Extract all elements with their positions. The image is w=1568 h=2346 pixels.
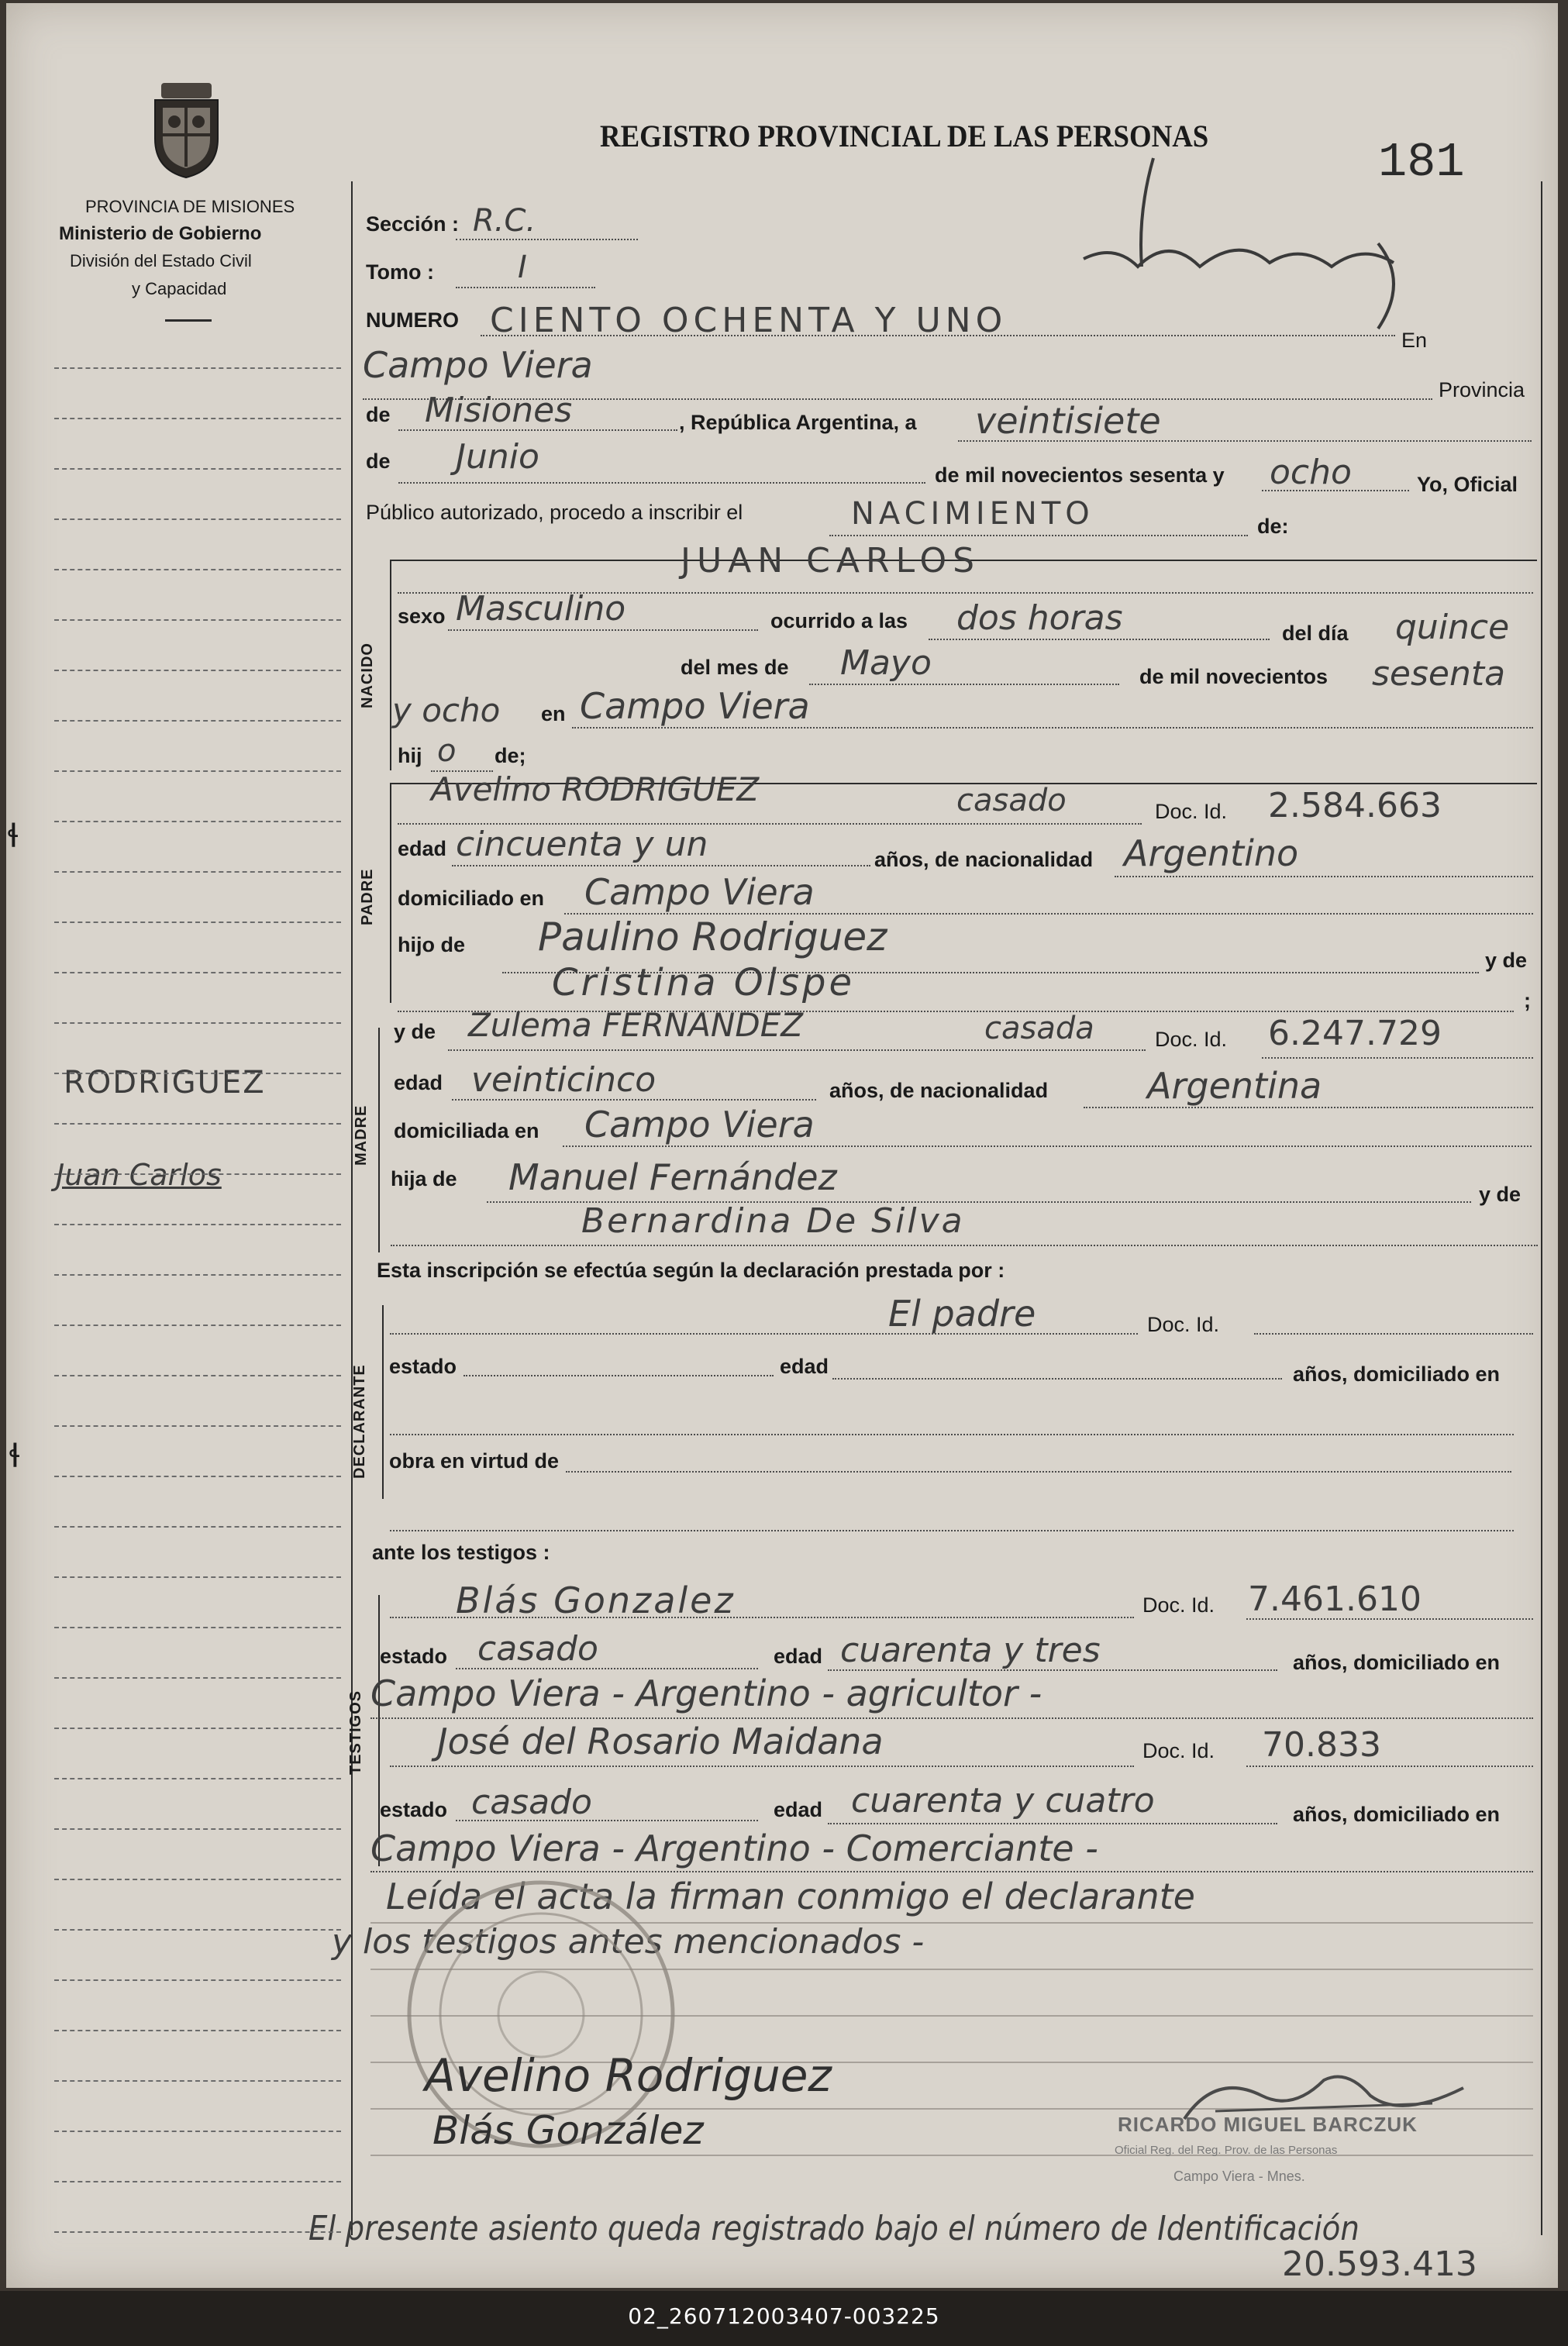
madre-bracket xyxy=(378,1028,380,1252)
side-note-surname: RODRIGUEZ xyxy=(64,1065,266,1101)
nacido-section-label: NACIDO xyxy=(359,642,376,708)
signature-declarante: Avelino Rodriguez xyxy=(425,2049,832,2102)
tomo-line xyxy=(456,287,595,288)
main-frame-right xyxy=(1541,181,1542,2235)
mes-value: Mayo xyxy=(840,643,932,683)
hora-value: dos horas xyxy=(956,598,1123,638)
testigo1-domicilio-value: Campo Viera - Argentino - agricultor - xyxy=(370,1673,1042,1714)
sidebar-rule xyxy=(54,2080,341,2082)
sidebar-rule xyxy=(54,1224,341,1225)
hijo-label-b: de; xyxy=(495,744,526,767)
testigo2-estado-label: estado xyxy=(380,1798,448,1821)
padre-edad-line xyxy=(452,865,870,866)
testigo2-edad-label: edad xyxy=(774,1798,823,1821)
madre-doc-value: 6.247.729 xyxy=(1268,1014,1442,1053)
de-label: de xyxy=(366,403,391,426)
anio-value2: y ocho xyxy=(392,691,501,729)
madre-name-line xyxy=(448,1049,1146,1051)
margin-mark-1: ɬ xyxy=(8,817,19,855)
division-header-line1: División del Estado Civil xyxy=(70,251,252,270)
testigos-intro: ante los testigos : xyxy=(372,1541,550,1564)
declarante-blank-line-1 xyxy=(390,1434,1514,1435)
tomo-value: I xyxy=(518,250,527,285)
testigo1-domicilio-line xyxy=(370,1717,1533,1719)
padre-yde-label: y de xyxy=(1485,949,1528,972)
month-line xyxy=(398,482,925,484)
official-title: Oficial Reg. del Reg. Prov. de las Personas xyxy=(1115,2144,1338,2157)
sidebar-rule xyxy=(54,821,341,822)
declarante-doc-label: Doc. Id. xyxy=(1147,1313,1220,1336)
sidebar-rule xyxy=(54,670,341,671)
madre-domicilio-label: domiciliada en xyxy=(394,1119,539,1142)
declarante-obra-line xyxy=(566,1471,1511,1473)
declarante-bracket xyxy=(382,1305,384,1499)
madre-edad-value: veinticinco xyxy=(471,1060,656,1100)
hijo-label-a: hij xyxy=(398,744,422,767)
sidebar-rule xyxy=(54,2030,341,2031)
declarante-edad-line xyxy=(832,1378,1282,1380)
closing-line2: y los testigos antes mencionados - xyxy=(332,1922,925,1962)
testigo1-estado-line xyxy=(456,1668,758,1669)
mes-label: del mes de xyxy=(681,656,789,679)
seccion-value: R.C. xyxy=(473,203,536,239)
declarante-obra-label: obra en virtud de xyxy=(389,1449,560,1473)
seccion-label: Sección : xyxy=(366,212,460,236)
sidebar-rule xyxy=(54,418,341,419)
sidebar-rule xyxy=(54,518,341,520)
testigo1-doc-value: 7.461.610 xyxy=(1248,1580,1422,1619)
month-value: Junio xyxy=(456,437,539,477)
testigo1-doc-line xyxy=(1246,1618,1533,1620)
coat-of-arms-icon xyxy=(146,77,227,181)
sidebar-rule xyxy=(54,1879,341,1880)
sidebar-rule xyxy=(54,972,341,973)
sidebar-rule xyxy=(54,1375,341,1376)
madre-name-value: Zulema FERNANDEZ xyxy=(468,1006,803,1044)
anio-value1: sesenta xyxy=(1372,654,1506,694)
year-label: de mil novecientos sesenta y xyxy=(935,463,1225,487)
testigo2-doc-value: 70.833 xyxy=(1262,1725,1381,1765)
padre-estado-value: casado xyxy=(956,783,1067,818)
sidebar-rule xyxy=(54,1627,341,1628)
page-number: 181 xyxy=(1378,135,1465,190)
testigo2-domicilio-value: Campo Viera - Argentino - Comerciante - xyxy=(370,1828,1098,1869)
padre-hijo-label: hijo de xyxy=(398,933,465,956)
hijo-value: o xyxy=(437,733,457,769)
madre-domicilio-line xyxy=(563,1145,1532,1147)
madre-section-label: MADRE xyxy=(353,1104,370,1166)
lugar-line xyxy=(572,727,1533,729)
sidebar-rule xyxy=(54,2131,341,2132)
declarante-estado-line xyxy=(464,1375,774,1376)
testigo2-estado-value: casado xyxy=(471,1783,592,1822)
republica-label: , República Argentina, a xyxy=(679,411,917,434)
signature-testigo: Blás González xyxy=(432,2108,704,2153)
padre-name-value: Avelino RODRIGUEZ xyxy=(431,770,760,808)
declarante-doc-line xyxy=(1254,1333,1533,1335)
dia-label: del día xyxy=(1282,622,1349,645)
sidebar-rule xyxy=(54,1022,341,1024)
en-label: En xyxy=(1401,329,1428,352)
sidebar-rule xyxy=(54,1123,341,1125)
testigos-section-label: TESTIGOS xyxy=(347,1690,364,1775)
place-value: Campo Viera xyxy=(363,344,593,386)
testigo1-edad-label: edad xyxy=(774,1645,823,1668)
madre-hija-label: hija de xyxy=(391,1167,457,1190)
sidebar-rule xyxy=(54,367,341,369)
sidebar-rule xyxy=(54,720,341,722)
testigo1-anios-label: años, domiciliado en xyxy=(1293,1651,1501,1674)
sidebar-rule xyxy=(54,1425,341,1427)
testigo1-edad-value: cuarenta y tres xyxy=(840,1631,1101,1670)
madre-nac-value: Argentina xyxy=(1147,1065,1322,1107)
madre-domicilio-value: Campo Viera xyxy=(584,1104,815,1145)
tomo-label: Tomo : xyxy=(366,260,434,284)
testigos-bracket xyxy=(378,1595,380,1866)
sidebar-rule xyxy=(54,1828,341,1830)
testigo2-doc-line xyxy=(1246,1766,1533,1767)
sidebar-rule xyxy=(54,1526,341,1528)
numero-label: NUMERO xyxy=(366,308,459,332)
publico-label: Público autorizado, procedo a inscribir el xyxy=(366,501,743,524)
padre-bracket xyxy=(390,783,391,1003)
de3-label: de: xyxy=(1257,515,1289,538)
declarante-section-label: DECLARANTE xyxy=(351,1364,368,1479)
province-header: PROVINCIA DE MISIONES xyxy=(85,197,295,216)
seccion-line xyxy=(456,239,638,240)
province-value: Misiones xyxy=(425,391,573,430)
madre-edad-label: edad xyxy=(394,1071,443,1094)
official-place: Campo Viera - Mnes. xyxy=(1173,2169,1305,2184)
padre-nac-line xyxy=(1115,876,1533,877)
mes-line xyxy=(809,684,1119,685)
identification-number: 20.593.413 xyxy=(1282,2244,1477,2284)
declarante-intro: Esta inscripción se efectúa según la declaración prestada por : xyxy=(377,1259,1005,1282)
padre-section-label: PADRE xyxy=(359,868,376,925)
sidebar-rule xyxy=(54,871,341,873)
testigo2-name-line xyxy=(390,1766,1134,1767)
numero-value: CIENTO OCHENTA Y UNO xyxy=(490,301,1008,340)
padre-nac-label: años, de nacionalidad xyxy=(874,848,1094,871)
declarante-line xyxy=(390,1333,1138,1335)
document-page xyxy=(6,3,1558,2288)
madre-doc-line xyxy=(1262,1057,1533,1059)
closing-line1: Leída el acta la firman conmigo el declarante xyxy=(386,1876,1195,1917)
sidebar-rule xyxy=(54,1576,341,1578)
official-name: RICARDO MIGUEL BARCZUK xyxy=(1118,2113,1418,2136)
bottom-annotation: El presente asiento queda registrado bajo el número de Identificación xyxy=(308,2209,1360,2248)
padre-doc-value: 2.584.663 xyxy=(1268,786,1442,825)
dia-value: quince xyxy=(1395,608,1510,647)
nacido-bracket xyxy=(390,560,391,770)
sexo-value: Masculino xyxy=(456,589,626,629)
sidebar-rule xyxy=(54,619,341,621)
de2-label: de xyxy=(366,450,391,473)
margin-mark-2: ɬ xyxy=(9,1437,20,1475)
padre-edad-value: cincuenta y un xyxy=(456,825,708,864)
testigo1-estado-value: casado xyxy=(477,1629,598,1669)
sidebar-rule xyxy=(54,569,341,570)
hora-line xyxy=(929,639,1270,640)
madre-nac-line xyxy=(1084,1107,1533,1108)
padre-domicilio-label: domiciliado en xyxy=(398,887,545,910)
anio-label: de mil novecientos xyxy=(1139,665,1328,688)
declarante-anios-label: años, domiciliado en xyxy=(1293,1362,1501,1386)
year-value: ocho xyxy=(1270,453,1352,492)
declarante-blank-line-2 xyxy=(390,1530,1514,1531)
testigo2-edad-value: cuarenta y cuatro xyxy=(851,1781,1155,1821)
madre-mother-line xyxy=(391,1245,1538,1246)
footer-image-code: 02_260712003407-003225 xyxy=(628,2303,940,2329)
padre-semicolon: ; xyxy=(1524,989,1531,1012)
ocurrido-label: ocurrido a las xyxy=(770,609,908,632)
declarante-value: El padre xyxy=(888,1293,1036,1335)
declarante-estado-label: estado xyxy=(389,1355,457,1378)
sexo-label: sexo xyxy=(398,605,446,628)
act-line xyxy=(829,535,1248,536)
sidebar-rule xyxy=(54,1677,341,1679)
padre-domicilio-value: Campo Viera xyxy=(584,871,815,913)
madre-father-value: Manuel Fernández xyxy=(508,1156,837,1198)
sidebar-rule xyxy=(54,922,341,923)
sidebar-rule xyxy=(54,1778,341,1779)
sidebar-rule xyxy=(54,1073,341,1074)
sidebar-rule xyxy=(54,2231,341,2233)
sidebar-rule xyxy=(54,1929,341,1931)
sexo-line xyxy=(448,629,758,631)
provincia-label: Provincia xyxy=(1439,378,1525,401)
testigo2-name-value: José del Rosario Maidana xyxy=(437,1721,884,1762)
madre-nac-label: años, de nacionalidad xyxy=(829,1079,1049,1102)
testigo2-anios-label: años, domiciliado en xyxy=(1293,1803,1501,1826)
madre-mother-value: Bernardina De Silva xyxy=(581,1201,965,1241)
sidebar-rule xyxy=(54,1979,341,1981)
sidebar-rule xyxy=(54,1173,341,1175)
act-value: NACIMIENTO xyxy=(851,496,1094,532)
registrar-initial-signature xyxy=(1068,150,1432,336)
padre-mother-value: Cristina Olspe xyxy=(552,961,855,1004)
testigo1-doc-label: Doc. Id. xyxy=(1142,1593,1215,1617)
nacido-en-label: en xyxy=(541,702,566,725)
testigo1-name-line xyxy=(390,1617,1134,1618)
padre-father-value: Paulino Rodriguez xyxy=(538,915,887,959)
sidebar-rule xyxy=(54,1476,341,1477)
lugar-value: Campo Viera xyxy=(580,685,810,727)
header-underline xyxy=(165,319,212,322)
testigo1-edad-line xyxy=(828,1669,1277,1671)
sidebar-rule xyxy=(54,770,341,772)
side-note-given-names: Juan Carlos xyxy=(56,1158,222,1192)
testigo1-estado-label: estado xyxy=(380,1645,448,1668)
testigo1-name-value: Blás Gonzalez xyxy=(456,1580,736,1621)
madre-yde-label: y de xyxy=(394,1020,436,1043)
padre-nac-value: Argentino xyxy=(1124,832,1299,874)
testigo2-doc-label: Doc. Id. xyxy=(1142,1739,1215,1762)
sidebar-rule xyxy=(54,1728,341,1729)
yo-label: Yo, Oficial xyxy=(1417,473,1518,496)
sidebar-rule xyxy=(54,1325,341,1326)
testigo2-edad-line xyxy=(828,1823,1277,1824)
sidebar-rule xyxy=(54,2181,341,2182)
nacido-name-value: JUAN CARLOS xyxy=(681,541,981,580)
division-header-line2: y Capacidad xyxy=(132,279,227,298)
padre-edad-label: edad xyxy=(398,837,447,860)
sidebar-rule xyxy=(54,468,341,470)
testigo2-estado-line xyxy=(456,1820,758,1821)
declarante-edad-label: edad xyxy=(780,1355,829,1378)
madre-estado-value: casada xyxy=(984,1011,1094,1046)
madre-doc-label: Doc. Id. xyxy=(1155,1028,1228,1051)
padre-doc-label: Doc. Id. xyxy=(1155,800,1228,823)
ministry-header: Ministerio de Gobierno xyxy=(59,223,262,244)
madre-yde2-label: y de xyxy=(1479,1183,1521,1206)
day-value: veintisiete xyxy=(975,400,1161,442)
sidebar-rule xyxy=(54,1274,341,1276)
page-title: REGISTRO PROVINCIAL DE LAS PERSONAS xyxy=(600,119,1209,153)
